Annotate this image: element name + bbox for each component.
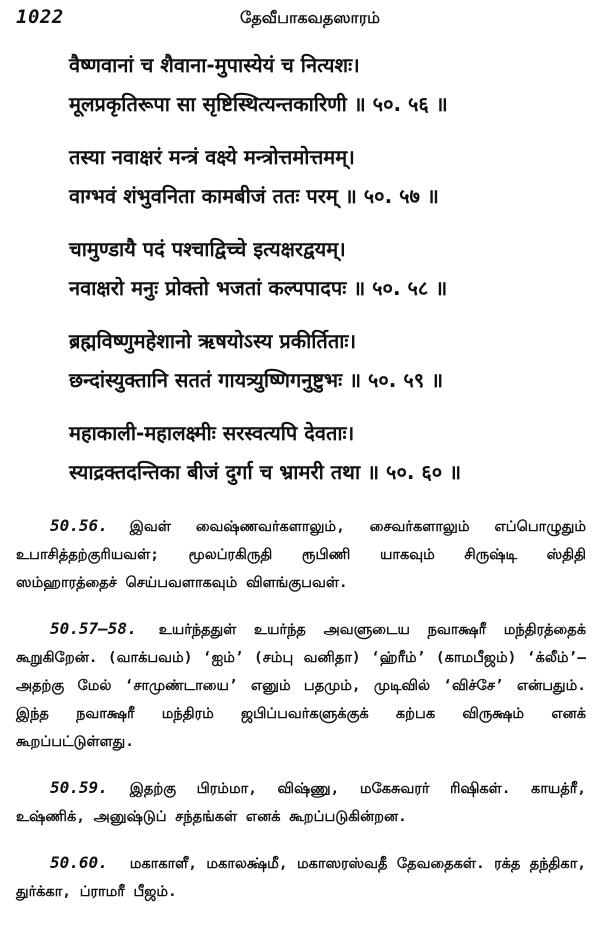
verse-reference: 50.56. [50, 516, 108, 535]
verse-reference: 50.57–58. [50, 619, 137, 638]
commentary-text: இதற்கு பிரம்மா, விஷ்ணு, மகேசுவரர் ரிஷிகள். காயத்ரீ, உஷ்ணிக், அனுஷ்டுப் சந்தங்கள் எனக் கூறப்படுகின்றன. [16, 781, 586, 825]
verse-line: तस्या नवाक्षरं मन्त्रं वक्ष्ये मन्त्रोत्तमोत्तमम्। [69, 145, 355, 169]
verse-stanza [69, 230, 586, 308]
commentary-text: இவள் வைஷ்ணவர்களாலும், சைவர்களாலும் எப்பொழுதும் உபாசித்தற்குரியவள்; மூலப்ரகிருதி ரூபிணி யாகவும் சிருஷ்டி ஸ்திதி ஸம்ஹாரத்தைச் செய்பவளாகவும் விளங்குபவள். [16, 519, 586, 591]
verse-line: नवाक्षरो मनुः प्रोक्तो भजतां कल्पपादपः ॥ ५०. ५८ ॥ [69, 276, 448, 300]
running-title: தேவீபாகவதஸாரம் [240, 8, 381, 27]
verse-line: वाग्भवं शंभुवनिता कामबीजं ततः परम् ॥ ५०. ५७ ॥ [69, 184, 439, 208]
page-header [16, 6, 586, 34]
verse-line: छन्दांस्युक्तानि सततं गायत्र्युष्णिगनुष्टुभः ॥ ५०. ५९ ॥ [69, 368, 444, 392]
commentary-paragraph [16, 615, 586, 756]
verse-stanza [69, 414, 586, 492]
verse-reference: 50.59. [50, 778, 108, 797]
verse-line: ब्रह्मविष्णुमहेशानो ऋषयोऽस्य प्रकीर्तिताः। [69, 329, 357, 353]
verse-stanza [69, 138, 586, 216]
verse-line: चामुण्डायै पदं पश्चाद्विच्चे इत्यक्षरद्वयम्। [69, 237, 346, 261]
verse-line: वैष्णवानां च शैवाना-मुपास्येयं च नित्यशः। [69, 53, 360, 77]
tamil-commentary [16, 512, 586, 906]
verse-line: स्याद्रक्तदन्तिका बीजं दुर्गा च भ्रामरी तथा ॥ ५०. ६० ॥ [69, 460, 462, 484]
verse-line: महाकाली-महालक्ष्मीः सरस्वत्यपि देवताः। [69, 421, 355, 445]
commentary-text: உயர்ந்ததுள் உயர்ந்த அவளுடைய நவாக்ஷரீ மந்திரத்தைக் கூறுகிறேன். (வாக்பவம்) ‘ஐம்’ (சம்பு வனிதா) ‘ஹ்ரீம்’ (காமபீஜம்) ‘க்லீம்’—அதற்கு மேல் ‘சாமுண்டாயை’ எனும் பதமும், முடிவில் ‘விச்சே’ என்பதும். இந்த நவாக்ஷரீ மந்திரம் ஜபிப்பவர்களுக்குக் கற்பக விருக்ஷம் எனக் கூறப்பட்டுள்ளது. [16, 622, 586, 750]
commentary-paragraph [16, 774, 586, 831]
verse-stanza [69, 46, 586, 124]
sanskrit-verses [16, 46, 586, 492]
commentary-text: மகாகாளீ, மகாலக்ஷ்மீ, மகாஸரஸ்வதீ தேவதைகள். ரக்த தந்திகா, துர்க்கா, ப்ராமரீ பீஜம். [16, 856, 586, 900]
commentary-paragraph [16, 512, 586, 597]
verse-line: मूलप्रकृतिरूपा सा सृष्टिस्थित्यन्तकारिणी ॥ ५०. ५६ ॥ [69, 92, 448, 116]
verse-reference: 50.60. [50, 853, 108, 872]
verse-stanza [69, 322, 586, 400]
commentary-paragraph [16, 849, 586, 906]
page-number: 1022 [16, 6, 64, 28]
